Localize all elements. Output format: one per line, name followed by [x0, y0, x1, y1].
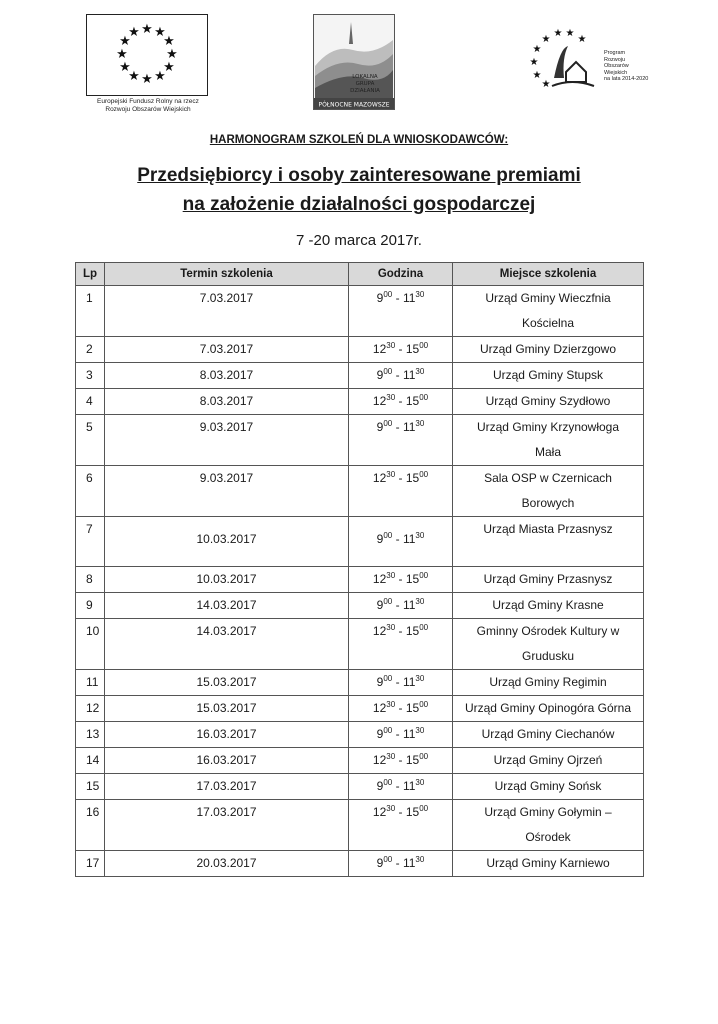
- eu-caption-line: Rozwoju Obszarów Wiejskich: [105, 106, 191, 113]
- table-row: [76, 800, 644, 851]
- minute-start: 30: [386, 571, 396, 580]
- hour-end: 15: [405, 624, 420, 638]
- minute-end: 30: [415, 531, 425, 540]
- column-header-date: Termin szkolenia: [105, 263, 349, 286]
- table-row: [76, 774, 644, 800]
- eu-caption-line: Europejski Fundusz Rolny na rzecz: [97, 98, 199, 105]
- row-hours: $9^{00} - 11^{30}$: [349, 286, 453, 337]
- lgd-logo-text: LOKALNA: [352, 74, 378, 80]
- hour-end: 15: [405, 753, 420, 767]
- minute-end: 00: [419, 470, 429, 479]
- row-date: 16.03.2017: [105, 722, 349, 748]
- svg-text:★: ★: [541, 79, 551, 90]
- svg-text:★: ★: [116, 47, 128, 62]
- svg-text:★: ★: [553, 28, 563, 39]
- eu-logo-caption: [80, 98, 216, 114]
- row-hours: $12^{30} - 15^{00}$: [349, 466, 453, 517]
- hour-end: 15: [405, 701, 420, 715]
- hour-end: 11: [402, 727, 416, 741]
- row-place: [453, 670, 644, 696]
- row-place: [453, 722, 644, 748]
- row-place: [453, 337, 644, 363]
- minute-start: 00: [383, 855, 393, 864]
- svg-text:★: ★: [141, 72, 153, 87]
- place-line: Urząd Miasta Przasnysz: [483, 522, 613, 536]
- hour-start: 12: [372, 753, 387, 767]
- prow-text-line: Program: [604, 50, 626, 56]
- place-line: Urząd Gminy Sońsk: [494, 779, 602, 793]
- lgd-logo-text: DZIAŁANIA: [350, 88, 380, 94]
- minute-end: 30: [415, 726, 425, 735]
- row-hours: $9^{00} - 11^{30}$: [349, 517, 453, 567]
- table-row: [76, 670, 644, 696]
- table-body: [76, 286, 644, 877]
- row-date: 9.03.2017: [105, 466, 349, 517]
- hour-end: 11: [402, 779, 416, 793]
- place-line: Urząd Gminy Przasnysz: [483, 572, 613, 586]
- place-line: Ośrodek: [525, 830, 571, 844]
- row-lp: 5: [76, 415, 105, 466]
- prow-emblem-icon: [524, 28, 604, 92]
- row-hours: $12^{30} - 15^{00}$: [349, 389, 453, 415]
- row-date: 14.03.2017: [105, 593, 349, 619]
- hour-start: 12: [372, 624, 387, 638]
- lgd-logo-bottom-text: PÓŁNOCNE MAZOWSZE: [318, 101, 390, 109]
- row-date: 14.03.2017: [105, 619, 349, 670]
- row-date: 20.03.2017: [105, 851, 349, 877]
- svg-text:★: ★: [154, 69, 166, 84]
- svg-text:★: ★: [141, 22, 153, 37]
- row-place: [453, 567, 644, 593]
- svg-text:★: ★: [577, 34, 587, 45]
- hour-end: 15: [405, 572, 420, 586]
- row-date: 15.03.2017: [105, 696, 349, 722]
- hour-end: 15: [405, 471, 420, 485]
- row-hours: $12^{30} - 15^{00}$: [349, 619, 453, 670]
- row-place: [453, 517, 644, 567]
- place-line: Gminny Ośrodek Kultury w: [476, 624, 620, 638]
- svg-text:★: ★: [163, 34, 175, 49]
- row-hours: $9^{00} - 11^{30}$: [349, 593, 453, 619]
- table-row: [76, 722, 644, 748]
- hour-start: 12: [372, 701, 387, 715]
- hour-start: 12: [372, 342, 387, 356]
- table-row: [76, 619, 644, 670]
- minute-end: 00: [419, 571, 429, 580]
- row-lp: 1: [76, 286, 105, 337]
- row-date: 8.03.2017: [105, 363, 349, 389]
- place-line: Kościelna: [521, 316, 575, 330]
- minute-end: 00: [419, 700, 429, 709]
- table-row: [76, 851, 644, 877]
- hour-end: 11: [402, 368, 416, 382]
- svg-text:★: ★: [128, 25, 140, 40]
- minute-start: 30: [386, 700, 396, 709]
- svg-text:★: ★: [541, 34, 551, 45]
- hour-start: 9: [376, 532, 384, 546]
- place-line: Urząd Gminy Regimin: [489, 675, 607, 689]
- row-place: [453, 619, 644, 670]
- table-row: [76, 466, 644, 517]
- minute-end: 00: [419, 623, 429, 632]
- table-row: [76, 389, 644, 415]
- svg-text:★: ★: [565, 28, 575, 39]
- row-date: 10.03.2017: [105, 567, 349, 593]
- table-row: [76, 517, 644, 567]
- row-hours: $9^{00} - 11^{30}$: [349, 670, 453, 696]
- eu-stars-icon: [87, 15, 207, 95]
- row-place: [453, 800, 644, 851]
- prow-text-line: Obszarów: [604, 63, 629, 70]
- table-row: [76, 286, 644, 337]
- row-place: [453, 851, 644, 877]
- minute-start: 30: [386, 341, 396, 350]
- row-place: [453, 774, 644, 800]
- place-line: Borowych: [521, 496, 575, 510]
- row-place: [453, 389, 644, 415]
- hour-start: 9: [376, 856, 384, 870]
- minute-end: 30: [415, 419, 425, 428]
- row-lp: 17: [76, 851, 105, 877]
- row-date: 7.03.2017: [105, 337, 349, 363]
- title-line-1: Przedsiębiorcy i osoby zainteresowane premiami: [137, 165, 581, 186]
- minute-end: 30: [415, 674, 425, 683]
- svg-text:★: ★: [119, 60, 131, 75]
- minute-start: 30: [386, 470, 396, 479]
- hour-start: 9: [376, 727, 384, 741]
- row-hours: $9^{00} - 11^{30}$: [349, 774, 453, 800]
- minute-end: 30: [415, 855, 425, 864]
- minute-end: 00: [419, 341, 429, 350]
- schedule-heading: HARMONOGRAM SZKOLEŃ DLA WNIOSKODAWCÓW:: [209, 134, 509, 146]
- minute-start: 00: [383, 726, 393, 735]
- table-row: [76, 337, 644, 363]
- hour-end: 11: [402, 420, 416, 434]
- row-lp: 8: [76, 567, 105, 593]
- svg-text:★: ★: [154, 25, 166, 40]
- place-line: Sala OSP w Czernicach: [484, 471, 612, 485]
- minute-start: 00: [383, 674, 393, 683]
- minute-start: 30: [386, 804, 396, 813]
- place-line: Urząd Gminy Szydłowo: [485, 394, 611, 408]
- hour-start: 12: [372, 471, 387, 485]
- minute-start: 00: [383, 597, 393, 606]
- svg-text:★: ★: [529, 57, 539, 68]
- prow-text-line: na lata 2014-2020: [604, 76, 649, 83]
- hour-end: 11: [402, 532, 416, 546]
- row-lp: 6: [76, 466, 105, 517]
- table-header-row: [76, 263, 644, 286]
- minute-end: 30: [415, 367, 425, 376]
- hour-start: 9: [376, 420, 384, 434]
- row-lp: 2: [76, 337, 105, 363]
- svg-text:★: ★: [119, 34, 131, 49]
- row-hours: $12^{30} - 15^{00}$: [349, 748, 453, 774]
- minute-start: 00: [383, 419, 393, 428]
- hour-end: 11: [402, 675, 416, 689]
- column-header-place: Miejsce szkolenia: [453, 263, 644, 286]
- place-line: Urząd Gminy Wieczfnia: [485, 291, 611, 305]
- row-hours: $9^{00} - 11^{30}$: [349, 851, 453, 877]
- hour-start: 12: [372, 572, 387, 586]
- hour-start: 9: [376, 779, 384, 793]
- hour-start: 9: [376, 598, 384, 612]
- place-line: Urząd Gminy Gołymin –: [484, 805, 612, 819]
- svg-text:★: ★: [166, 47, 178, 62]
- row-hours: $12^{30} - 15^{00}$: [349, 800, 453, 851]
- minute-start: 00: [383, 367, 393, 376]
- place-line: Urząd Gminy Stupsk: [492, 368, 604, 382]
- hour-start: 12: [372, 394, 387, 408]
- minute-end: 00: [419, 752, 429, 761]
- row-date: 15.03.2017: [105, 670, 349, 696]
- place-line: Mała: [534, 445, 561, 459]
- svg-text:★: ★: [128, 69, 140, 84]
- schedule-table: [75, 262, 644, 877]
- column-header-lp: Lp: [76, 263, 105, 286]
- row-place: [453, 286, 644, 337]
- row-lp: 15: [76, 774, 105, 800]
- lgd-logo: [313, 14, 395, 110]
- hour-end: 11: [402, 291, 416, 305]
- row-place: [453, 593, 644, 619]
- svg-text:★: ★: [163, 60, 175, 75]
- row-lp: 12: [76, 696, 105, 722]
- row-lp: 3: [76, 363, 105, 389]
- row-place: [453, 748, 644, 774]
- place-line: Urząd Gminy Ojrzeń: [493, 753, 603, 767]
- row-place: [453, 696, 644, 722]
- place-line: Urząd Gminy Dzierzgowo: [479, 342, 617, 356]
- prow-logo-text: [604, 50, 648, 83]
- row-hours: $12^{30} - 15^{00}$: [349, 696, 453, 722]
- place-line: Urząd Gminy Opinogóra Górna: [464, 701, 632, 715]
- minute-end: 30: [415, 290, 425, 299]
- prow-text-line: Wiejskich: [604, 69, 628, 76]
- place-line: Urząd Gminy Krasne: [492, 598, 604, 612]
- minute-start: 30: [386, 393, 396, 402]
- row-lp: 14: [76, 748, 105, 774]
- row-date: 8.03.2017: [105, 389, 349, 415]
- eu-flag-logo: [86, 14, 208, 96]
- svg-text:★: ★: [532, 44, 542, 55]
- row-date: 17.03.2017: [105, 800, 349, 851]
- row-date: 10.03.2017: [105, 517, 349, 567]
- minute-end: 00: [419, 804, 429, 813]
- row-place: [453, 363, 644, 389]
- hour-start: 9: [376, 368, 384, 382]
- row-lp: 7: [76, 517, 105, 567]
- row-hours: $12^{30} - 15^{00}$: [349, 567, 453, 593]
- table-row: [76, 363, 644, 389]
- title-line-2: na założenie działalności gospodarczej: [182, 194, 536, 215]
- row-place: [453, 415, 644, 466]
- minute-start: 00: [383, 290, 393, 299]
- row-date: 7.03.2017: [105, 286, 349, 337]
- hour-start: 9: [376, 675, 384, 689]
- hour-end: 15: [405, 805, 420, 819]
- minute-start: 00: [383, 778, 393, 787]
- hour-end: 15: [405, 342, 420, 356]
- row-lp: 16: [76, 800, 105, 851]
- row-hours: $9^{00} - 11^{30}$: [349, 415, 453, 466]
- row-hours: $9^{00} - 11^{30}$: [349, 722, 453, 748]
- hour-end: 11: [402, 598, 416, 612]
- row-lp: 9: [76, 593, 105, 619]
- column-header-hours: Godzina: [349, 263, 453, 286]
- hour-start: 12: [372, 805, 387, 819]
- row-lp: 11: [76, 670, 105, 696]
- row-hours: $9^{00} - 11^{30}$: [349, 363, 453, 389]
- minute-end: 00: [419, 393, 429, 402]
- minute-end: 30: [415, 597, 425, 606]
- place-line: Grudusku: [521, 649, 575, 663]
- minute-end: 30: [415, 778, 425, 787]
- row-date: 17.03.2017: [105, 774, 349, 800]
- row-place: [453, 466, 644, 517]
- table-row: [76, 748, 644, 774]
- prow-text-line: Rozwoju: [604, 56, 626, 63]
- row-date: 16.03.2017: [105, 748, 349, 774]
- table-row: [76, 415, 644, 466]
- table-row: [76, 593, 644, 619]
- place-line: Urząd Gminy Ciechanów: [481, 727, 615, 741]
- minute-start: 30: [386, 752, 396, 761]
- row-lp: 10: [76, 619, 105, 670]
- table-row: [76, 696, 644, 722]
- hour-end: 11: [402, 856, 416, 870]
- date-range: 7 -20 marca 2017r.: [296, 232, 422, 249]
- minute-start: 00: [383, 531, 393, 540]
- hour-start: 9: [376, 291, 384, 305]
- svg-text:★: ★: [532, 70, 542, 81]
- place-line: Urząd Gminy Karniewo: [486, 856, 610, 870]
- row-date: 9.03.2017: [105, 415, 349, 466]
- minute-start: 30: [386, 623, 396, 632]
- row-lp: 4: [76, 389, 105, 415]
- hour-end: 15: [405, 394, 420, 408]
- row-lp: 13: [76, 722, 105, 748]
- place-line: Urząd Gminy Krzynowłoga: [476, 420, 620, 434]
- lgd-logo-text: GRUPA: [355, 81, 375, 87]
- table-row: [76, 567, 644, 593]
- row-hours: $12^{30} - 15^{00}$: [349, 337, 453, 363]
